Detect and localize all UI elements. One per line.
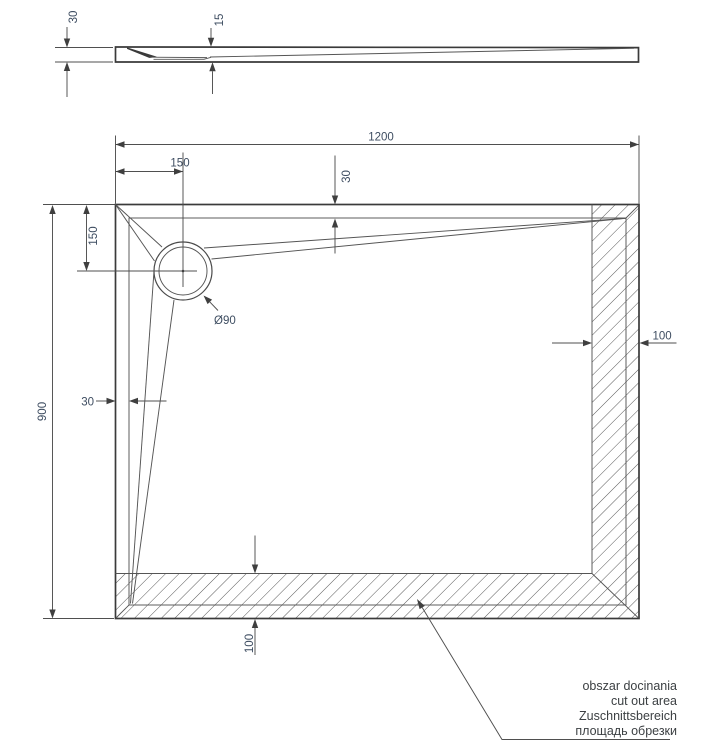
- dim-drain-diameter: [204, 296, 236, 328]
- dim-top-rim-label: 30: [341, 170, 353, 183]
- profile-view: [55, 11, 639, 97]
- dim-profile-height-label: 30: [68, 10, 80, 24]
- legend-line-en: cut out area: [610, 694, 677, 708]
- dim-left-rim: [81, 397, 166, 409]
- dim-left-rim-label: 30: [81, 396, 94, 409]
- plan-view: [37, 132, 677, 740]
- dim-overall-height-label: 900: [37, 401, 49, 422]
- legend-line-pl: obszar docinania: [582, 679, 677, 693]
- drain-center-point: [182, 270, 185, 273]
- dim-overall-width-label: 1200: [368, 131, 394, 144]
- legend-line-de: Zuschnittsbereich: [579, 709, 677, 723]
- dim-overall-height: [37, 205, 116, 619]
- tray-inner-rim: [129, 218, 626, 605]
- dim-cut-bottom-label: 100: [244, 633, 256, 654]
- dim-drain-offset-x-label: 150: [170, 157, 190, 170]
- cut-out-area-hatch: [116, 205, 639, 618]
- legend-line-ru: площадь обрезки: [575, 724, 677, 738]
- tray-outer-edge: [116, 205, 640, 619]
- profile-drain-wedge: [127, 47, 157, 58]
- slope-crease-lines: [116, 205, 627, 604]
- dim-profile-height: [55, 11, 113, 97]
- dim-drain-offset-y-label: 150: [88, 226, 100, 246]
- cut-out-legend: [417, 599, 677, 740]
- dim-drain-offset-x: [116, 158, 190, 175]
- dim-cut-right-label: 100: [652, 330, 672, 343]
- profile-slope-line: [210, 48, 634, 57]
- dim-drain-offset-y: [83, 205, 100, 271]
- dim-profile-depth-label: 15: [214, 13, 226, 27]
- dim-profile-depth: [208, 14, 226, 94]
- drain: [77, 153, 212, 301]
- dim-overall-width: [116, 132, 640, 204]
- dim-drain-diameter-label: Ø90: [214, 315, 236, 327]
